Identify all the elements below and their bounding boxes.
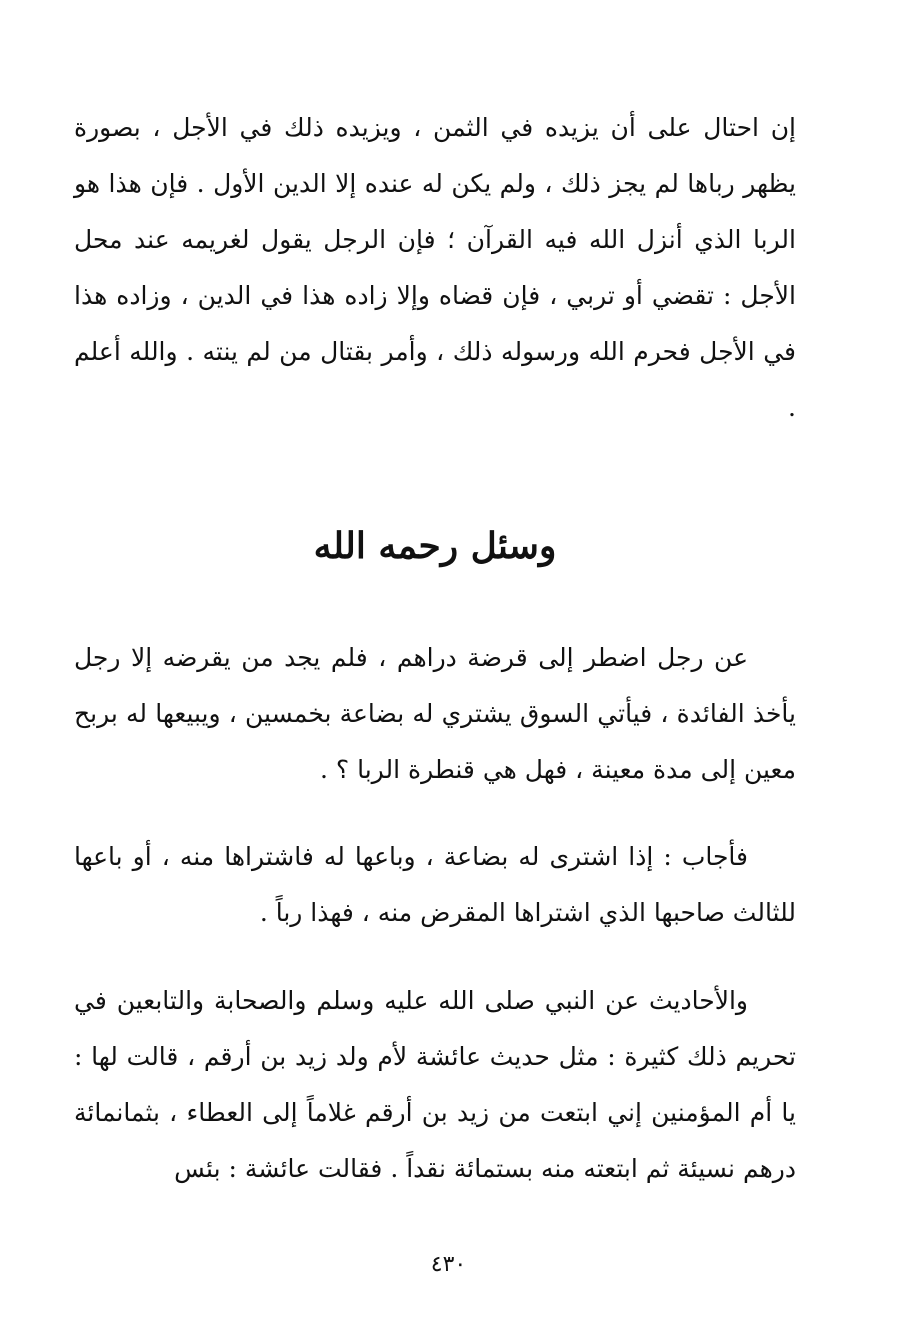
paragraph-question: عن رجل اضطر إلى قرضة دراهم ، فلم يجد من يقرضه إلا رجل يأخذ الفائدة ، فيأتي السوق يشتري له بضاعة بخمسين ، ويبيعها له بربح معين إلى مدة معينة ، فهل هي قنطرة الربا ؟ . [74,643,796,784]
paragraph-answer-conclusion: إن احتال على أن يزيده في الثمن ، ويزيده ذلك في الأجل ، بصورة يظهر رباها لم يجز ذلك ، ولم يكن له عنده إلا الدين الأول . فإن هذا هو الربا الذي أنزل الله فيه القرآن ؛ فإن الرجل يقول لغريمه عند محل الأجل : تقضي أو تربي ، فإن قضاه وإلا زاده هذا في الدين ، وزاده هذا في الأجل فحرم الله ورسوله ذلك ، وأمر بقتال من لم ينته . والله أعلم . [74,113,796,422]
section-heading: وسئل رحمه الله [313,525,557,567]
page-number: ٤٣٠ [430,1252,467,1277]
paragraph-hadith: والأحاديث عن النبي صلى الله عليه وسلم والصحابة والتابعين في تحريم ذلك كثيرة : مثل حديث عائشة لأم ولد زيد بن أرقم ، قالت لها : يا أم المؤمنين إني ابتعت من زيد بن أرقم غلاماً إلى العطاء ، بثمانمائة درهم نسيئة ثم ابتعته منه بستمائة نقداً . فقالت عائشة : بئس [74,986,796,1183]
paragraph-answer: فأجاب : إذا اشترى له بضاعة ، وباعها له فاشتراها منه ، أو باعها للثالث صاحبها الذي اشتراها المقرض منه ، فهذا رباً . [74,842,796,927]
